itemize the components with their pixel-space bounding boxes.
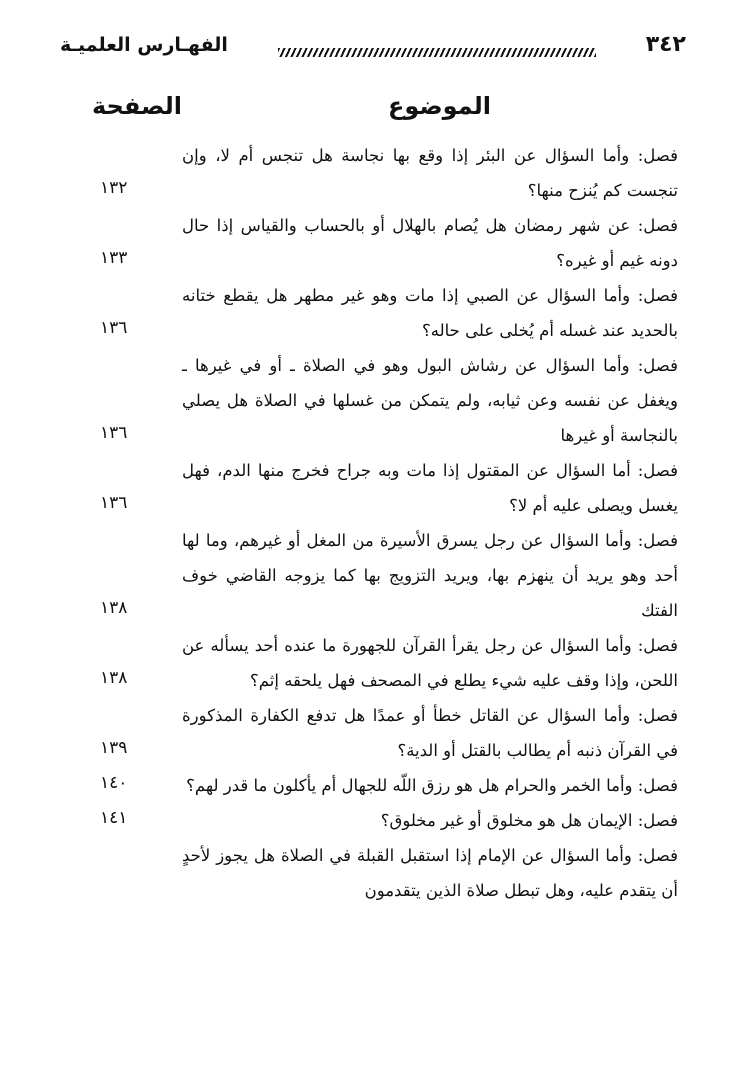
index-entry xyxy=(90,348,678,453)
index-entry xyxy=(90,698,678,768)
header-rule xyxy=(278,48,596,57)
entry-page-number: ١٣٨ xyxy=(100,598,128,618)
entry-text: فصل: وأما السؤال عن رجل يسرق الأسيرة من المغل أو غيرهم، وما لها أحد وهو يريد أن ينهزم بها، ويريد التزويج بها كما يزوجه القاضي خوف الفتك xyxy=(182,531,678,620)
index-entry xyxy=(90,768,678,803)
book-title: الفهـارس العلميـة xyxy=(60,34,228,56)
index-entry xyxy=(90,453,678,523)
entry-page-number: ١٣٩ xyxy=(100,738,128,758)
entry-page-number: ١٣٦ xyxy=(100,318,128,338)
entry-text: فصل: وأما السؤال عن الصبي إذا مات وهو غير مطهر هل يقطع ختانه بالحديد عند غسله أم يُخلى على حاله؟ xyxy=(182,286,678,340)
entry-page-number: ١٣٦ xyxy=(100,493,128,513)
entry-text: فصل: أما السؤال عن المقتول إذا مات وبه جراح فخرج منها الدم، فهل يغسل ويصلى عليه أم لا؟ xyxy=(182,461,678,515)
entry-page-number: ١٣٨ xyxy=(100,668,128,688)
entry-text: فصل: وأما السؤال عن رشاش البول وهو في الصلاة ـ أو في غيرها ـ ويغفل عن نفسه وعن ثيابه، ولم يتمكن من غسلها في الصلاة هل يصلي بالنجاسة أو غيرها xyxy=(182,356,678,445)
index-entry xyxy=(90,523,678,628)
entry-text: فصل: وأما السؤال عن رجل يقرأ القرآن للجهورة ما عنده أحد يسأله عن اللحن، وإذا وقف عليه شيء يطلع في المصحف فهل يلحقه إثم؟ xyxy=(182,636,678,690)
entry-page-number: ١٤١ xyxy=(100,808,128,828)
running-header xyxy=(60,28,686,68)
column-heading-topic: الموضوع xyxy=(388,92,492,120)
page-number: ٣٤٢ xyxy=(645,32,686,57)
entry-text: فصل: وأما السؤال عن الإمام إذا استقبل القبلة في الصلاة هل يجوز لأحدٍ أن يتقدم عليه، وهل تبطل صلاة الذين يتقدمون xyxy=(182,846,678,900)
index-list xyxy=(90,138,678,908)
entry-page-number: ١٣٢ xyxy=(100,178,128,198)
entry-text: فصل: وأما الخمر والحرام هل هو رزق اللّه للجهال أم يأكلون ما قدر لهم؟ xyxy=(186,776,678,795)
entry-page-number: ١٤٠ xyxy=(100,773,128,793)
entry-text: فصل: وأما السؤال عن البئر إذا وقع بها نجاسة هل تنجس أم لا، وإن تنجست كم يُنزح منها؟ xyxy=(182,146,678,200)
entry-text: فصل: وأما السؤال عن القاتل خطأ أو عمدًا هل تدفع الكفارة المذكورة في القرآن ذنبه أم يطالب بالقتل أو الدية؟ xyxy=(182,706,678,760)
index-entry xyxy=(90,208,678,278)
index-entry xyxy=(90,278,678,348)
entry-page-number: ١٣٣ xyxy=(100,248,128,268)
entry-text: فصل: الإيمان هل هو مخلوق أو غير مخلوق؟ xyxy=(380,811,678,830)
entry-text: فصل: عن شهر رمضان هل يُصام بالهلال أو بالحساب والقياس إذا حال دونه غيم أو غيره؟ xyxy=(182,216,678,270)
entry-page-number: ١٣٦ xyxy=(100,423,128,443)
index-entry xyxy=(90,138,678,208)
index-entry xyxy=(90,838,678,908)
index-entry xyxy=(90,803,678,838)
index-entry xyxy=(90,628,678,698)
column-heading-page: الصفحة xyxy=(92,92,183,120)
